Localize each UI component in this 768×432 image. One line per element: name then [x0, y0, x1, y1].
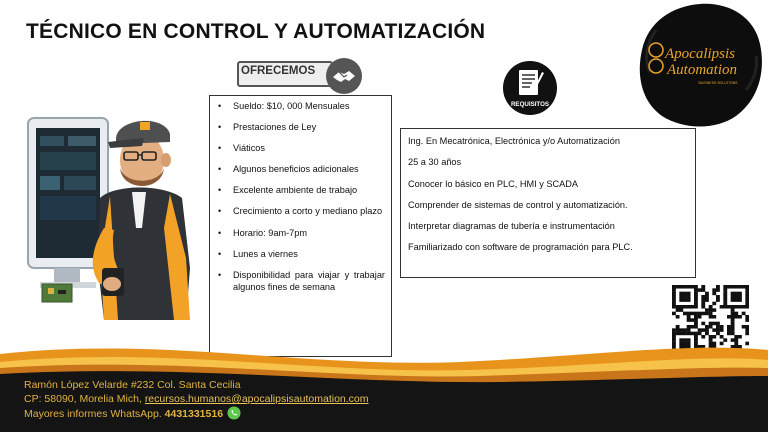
page-title: TÉCNICO EN CONTROL Y AUTOMATIZACIÓN — [26, 20, 486, 43]
benefit-item: • Horario: 9am-7pm — [216, 227, 385, 240]
logo-tagline: BUSINESS SOLUTIONS — [698, 81, 738, 85]
requirement-item: Comprender de sistemas de control y automatización. — [408, 199, 628, 210]
requirement-item: Ing. En Mecatrónica, Electrónica y/o Automatización — [408, 136, 620, 146]
benefit-item: • Crecimiento a corto y mediano plazo — [216, 205, 385, 218]
benefit-item: • Sueldo: $10, 000 Mensuales — [216, 100, 385, 113]
requirements-box — [400, 128, 696, 278]
benefit-item: • Algunos beneficios adicionales — [216, 163, 385, 176]
footer-info-label: Mayores informes WhatsApp. — [24, 408, 165, 420]
benefit-item: • Excelente ambiente de trabajo — [216, 184, 385, 197]
requirements-label: REQUISITOS — [510, 101, 550, 108]
benefits-box — [209, 95, 392, 357]
footer-contact — [24, 378, 444, 421]
footer-cp: CP: 58090, Morelia Mich, — [24, 393, 145, 405]
company-logo — [636, 0, 764, 130]
logo-line2: Automation — [667, 62, 737, 78]
offer-label: OFRECEMOS — [241, 65, 316, 77]
logo-line1: Apocalipsis — [665, 46, 735, 62]
whatsapp-icon[interactable] — [227, 406, 241, 420]
offer-tag — [237, 57, 363, 95]
requirement-item: Familiarizado con software de programación para PLC. — [408, 242, 633, 253]
benefit-item: • Viáticos — [216, 142, 385, 155]
footer-info-line — [24, 406, 444, 421]
phone-number[interactable]: 4431331516 — [164, 408, 224, 420]
email-link[interactable]: recursos.humanos@apocalipsisautomation.com — [144, 393, 369, 405]
benefits-list — [216, 100, 385, 294]
benefit-item: • Disponibilidad para viajar y trabajar algunos fines de semana — [216, 269, 385, 294]
benefit-item: • Prestaciones de Ley — [216, 121, 385, 134]
technician-illustration — [14, 88, 206, 320]
requirement-item: 25 a 30 años — [408, 157, 462, 168]
requirement-item: Conocer lo básico en PLC, HMI y SCADA — [408, 178, 579, 189]
handshake-icon — [325, 57, 363, 95]
requirement-item: Interpretar diagramas de tubería e instrumentación — [408, 221, 615, 232]
footer-cp-line — [24, 392, 444, 406]
requirements-icon — [502, 60, 558, 116]
benefit-item: • Lunes a viernes — [216, 248, 385, 261]
footer-address: Ramón López Velarde #232 Col. Santa Cecilia — [24, 379, 241, 391]
